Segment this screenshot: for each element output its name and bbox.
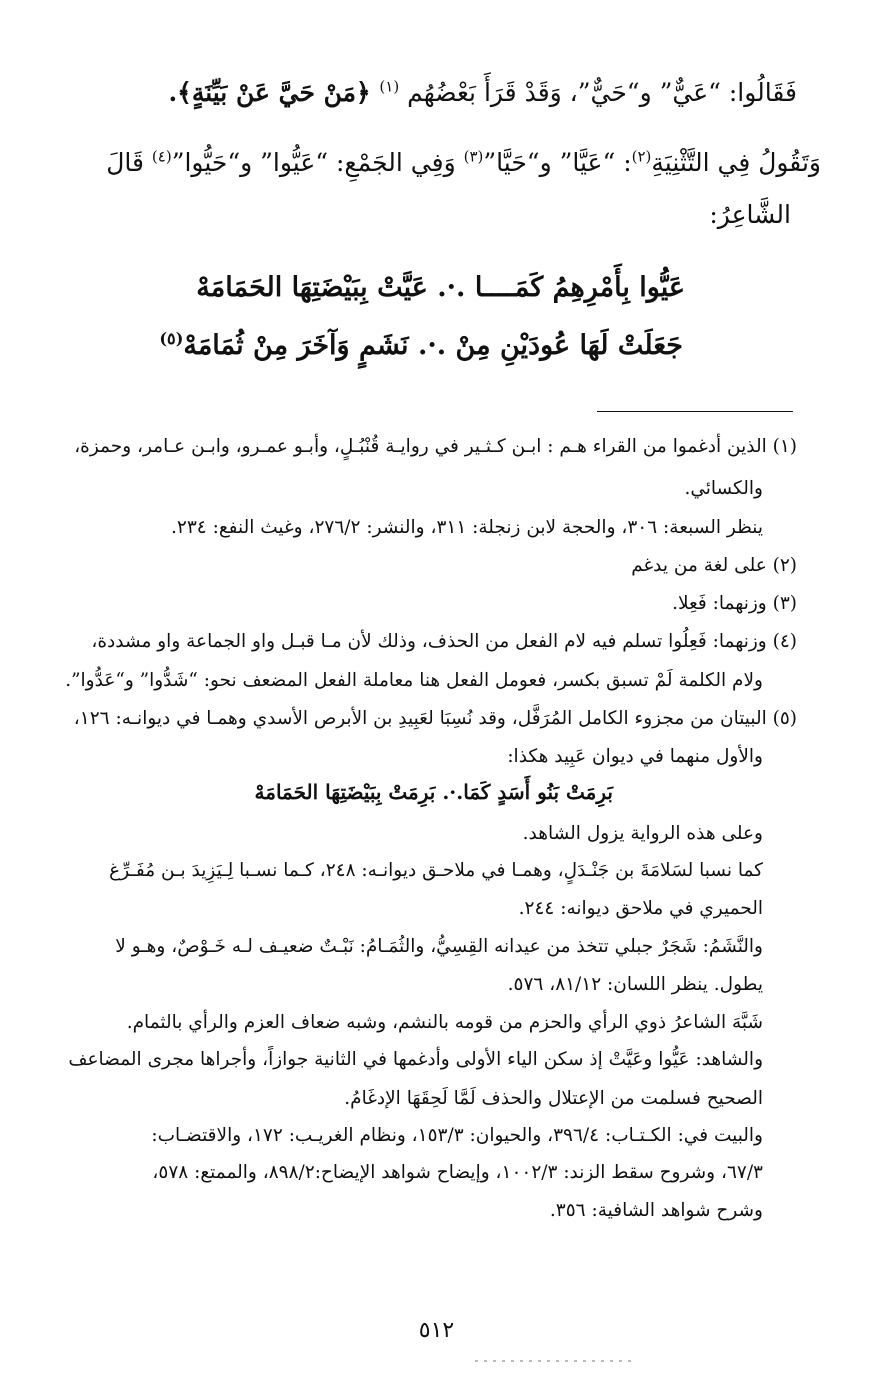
body-line-2-c: وَفِي الجَمْعِ: “عَيُّوا” و“حَيُّوا” (171, 148, 464, 177)
footnote-ref-1: (١) (379, 77, 400, 96)
footnote-5-line-8: شَبَّهَ الشاعرُ ذوي الرأي والحزم من قومه بالنشم، وشبه ضعاف العزم والرأي بالثمام. (126, 1012, 763, 1033)
footnote-separator (597, 411, 793, 412)
body-line-1 (168, 78, 797, 107)
footnote-5-line-4: كما نسبا لسَلامَةَ بن جَنْـدَلٍ، وهمـا في ملاحـق ديوانـه: ٢٤٨، كـما نسـبا لِـيَزِيدَ بـن مُفَـرِّغ (109, 860, 763, 881)
body-line-2-b: : “عَيَّا” و“حَيَّا” (483, 148, 632, 177)
poem-verse-1: عَيُّوا بِأَمْرِهِمُ كَمَــــا .·. عَيَّتْ بِبَيْضَتِهَا الحَمَامَهْ (196, 272, 685, 303)
page-number: ٥١٢ (418, 1318, 455, 1343)
footnote-ref-3: (٣) (463, 147, 484, 166)
footnote-5-line-5: الحميري في ملاحق ديوانه: ٢٤٤. (518, 898, 763, 919)
footnote-5-line-12: ٦٧/٣، وشروح سقط الزند: ١٠٠٢/٣، وإيضاح شواهد الإيضاح:٨٩٨/٢، والممتع: ٥٧٨، (152, 1162, 763, 1183)
footnote-4-line-2: ولام الكلمة لَمْ تسبق بكسر، فعومل الفعل هنا معاملة الفعل المضعف نحو: “شَدُّوا” و“عَدُّوا”. (65, 670, 763, 691)
footnote-2: (٢) على لغة من يدغم (631, 555, 797, 576)
footnote-4-line-1: (٤) وزنهما: فَعِلُوا تسلم فيه لام الفعل من الحذف، وذلك لأن مـا قبـل واو الجماعة واو مشددة، (91, 631, 797, 652)
footnote-3: (٣) وزنهما: فَعِلا. (672, 593, 797, 614)
footnote-5-line-2: والأول منهما في ديوان عَبِيد هكذا: (507, 746, 763, 767)
footnote-5-line-11: والبيت في: الكـتـاب: ٣٩٦/٤، والحيوان: ١٥٣/٣، ونظام الغريـب: ١٧٢، والاقتضـاب: (151, 1125, 763, 1146)
footnote-5-line-3: وعلى هذه الرواية يزول الشاهد. (522, 823, 763, 844)
footnote-5-line-9: والشاهد: عَيُّوا وعَيَّتْ إذ سكن الياء الأولى وأدغمها في الثانية جوازاً، وأجراها مجرى المضاعف (68, 1049, 763, 1070)
body-line-2-a: وَتَقُولُ فِي التَّثْنِيَةِ (651, 148, 821, 177)
footnote-ref-2: (٢) (631, 147, 652, 166)
footnote-5-line-6: والنَّشَمُ: شَجَرٌ جبلي تتخذ من عيدانه القِسِيُّ، والثُمَـامُ: نَبْـتٌ ضعيـف لـه خَـوْصٌ، وهـو لا (115, 936, 763, 957)
footnote-1-line-3: ينظر السبعة: ٣٠٦، والحجة لابن زنجلة: ٣١١، والنشر: ٢٧٦/٢، وغيث النفع: ٢٣٤. (171, 517, 763, 538)
footnote-5-line-7: يطول. ينظر اللسان: ٨١/١٢، ٥٧٦. (507, 974, 763, 995)
footnote-1-line-1: (١) الذين أدغموا من القراء هـم : ابـن كـثـير في روايـة قُنْبُـلٍ، وأبـو عمـرو، وابـن عـامر، وحمزة، (74, 436, 797, 457)
quran-quote: ﴿مَنْ حَيَّ عَنْ بَيِّنَةٍ﴾. (168, 78, 380, 107)
footnote-1-line-2: والكسائي. (684, 478, 763, 499)
body-line-2 (106, 148, 821, 177)
footnote-5-line-10: الصحيح فسلمت من الإعتلال والحذف لَمَّا لَحِقَهَا الإدغَامُ. (344, 1088, 763, 1109)
body-line-2-d: قَالَ (106, 148, 152, 177)
body-line-1-text: فَقَالُوا: “عَيٌّ” و“حَيٌّ”، وَقَدْ قَرَأَ بَعْضُهُم (399, 78, 797, 107)
footnote-5-line-13: وشرح شواهد الشافية: ٣٥٦. (549, 1200, 763, 1221)
footnote-ref-4: (٤) (151, 147, 172, 166)
poem-verse-2-text: جَعَلَتْ لَهَا عُودَيْنِ مِنْ .·. نَشَمٍ وَآخَرَ مِنْ ثُمَامَهْ (183, 330, 683, 361)
footnote-5-poem: بَرِمَتْ بَنُو أَسَدٍ كَمَا.·. بَرِمَتْ بِبَيْضَتِهَا الحَمَامَهْ (254, 780, 613, 804)
scan-artifact (475, 1360, 635, 1362)
poem-verse-2 (159, 330, 683, 361)
body-line-3: الشَّاعِرُ: (709, 200, 791, 229)
footnote-5-line-1: (٥) البيتان من مجزوء الكامل المُرَفَّل، وقد نُسِبَا لعَبِيدِ بن الأبرص الأسدي وهمـا في ديوانـه: ١٢٦، (73, 708, 797, 729)
footnote-ref-5: (٥) (159, 329, 184, 348)
